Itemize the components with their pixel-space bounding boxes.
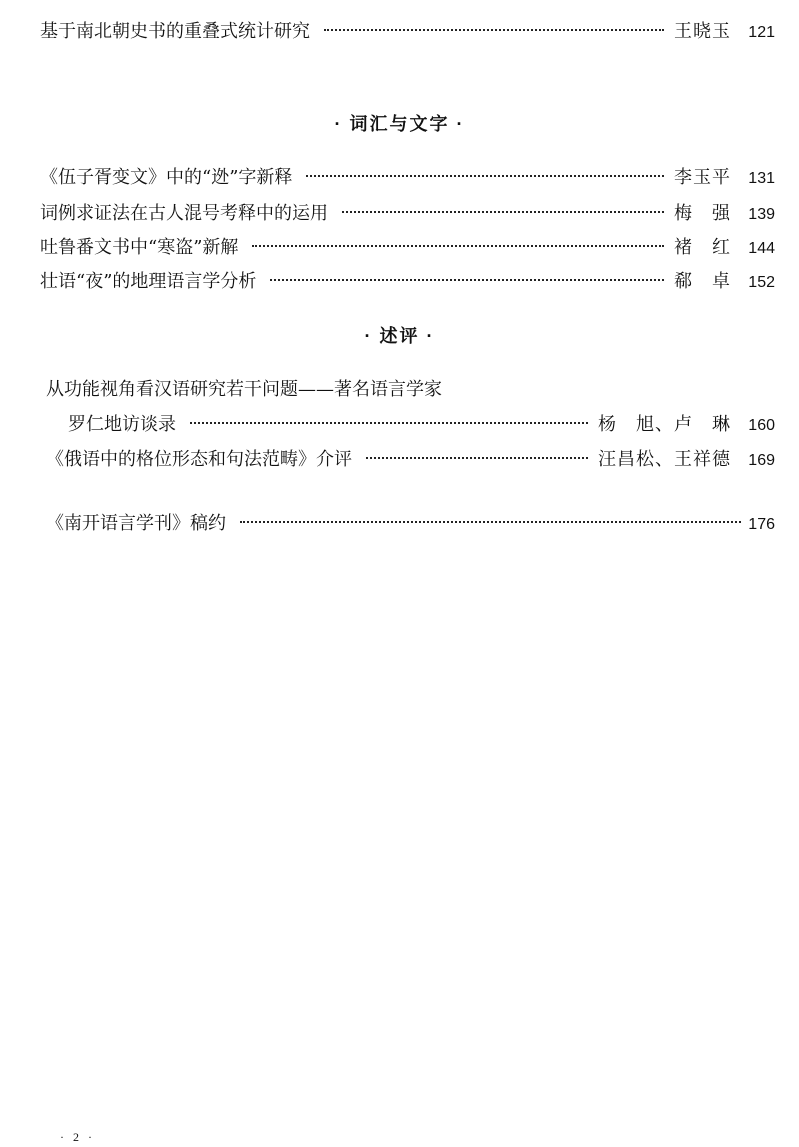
toc-entry[interactable] [40,20,775,45]
entry-page-number: 139 [748,206,775,223]
entry-title-first-line: 从功能视角看汉语研究若干问题——著名语言学家 [46,379,442,400]
entry-page-number: 121 [748,24,775,41]
dot-leader [306,175,664,177]
entry-title: 《俄语中的格位形态和句法范畴》介评 [46,449,352,470]
entry-title: 《伍子胥变文》中的“迯”字新释 [40,167,293,188]
entry-page-number: 169 [748,452,775,469]
toc-entry[interactable] [46,512,775,537]
section-heading-vocabulary: · 词汇与文字 · [334,114,465,134]
entry-author: 褚 红 [674,237,731,258]
section-heading-review: · 述评 · [364,326,435,346]
toc-entry[interactable] [40,270,775,295]
dot-leader [240,521,741,523]
dot-leader [252,245,664,247]
entry-author: 梅 强 [674,203,731,224]
entry-author: 王晓玉 [674,21,731,42]
toc-entry[interactable] [40,166,775,191]
entry-author: 汪昌松、王祥德 [598,449,731,470]
entry-author: 郗 卓 [674,271,731,292]
dot-leader [366,457,588,459]
entry-author: 杨 旭、卢 琳 [598,414,731,435]
entry-page-number: 152 [748,274,775,291]
entry-title: 罗仁地访谈录 [68,414,176,435]
entry-title: 壮语“夜”的地理语言学分析 [40,271,257,292]
entry-page-number: 131 [748,170,775,187]
toc-entry[interactable] [40,202,775,227]
entry-page-number: 144 [748,240,775,257]
entry-title: 基于南北朝史书的重叠式统计研究 [40,21,310,42]
entry-title: 《南开语言学刊》稿约 [46,513,226,534]
toc-entry[interactable] [40,236,775,261]
toc-entry[interactable] [46,448,775,473]
dot-leader [190,422,588,424]
entry-title: 词例求证法在古人混号考释中的运用 [40,203,328,224]
dot-leader [324,29,664,31]
entry-title: 吐鲁番文书中“寒盗”新解 [40,237,239,258]
dot-leader [342,211,664,213]
entry-page-number: 160 [748,417,775,434]
entry-author: 李玉平 [674,167,731,188]
toc-entry[interactable] [68,413,775,438]
entry-page-number: 176 [748,516,775,533]
page-folio: · 2 · [60,1130,95,1144]
dot-leader [270,279,664,281]
